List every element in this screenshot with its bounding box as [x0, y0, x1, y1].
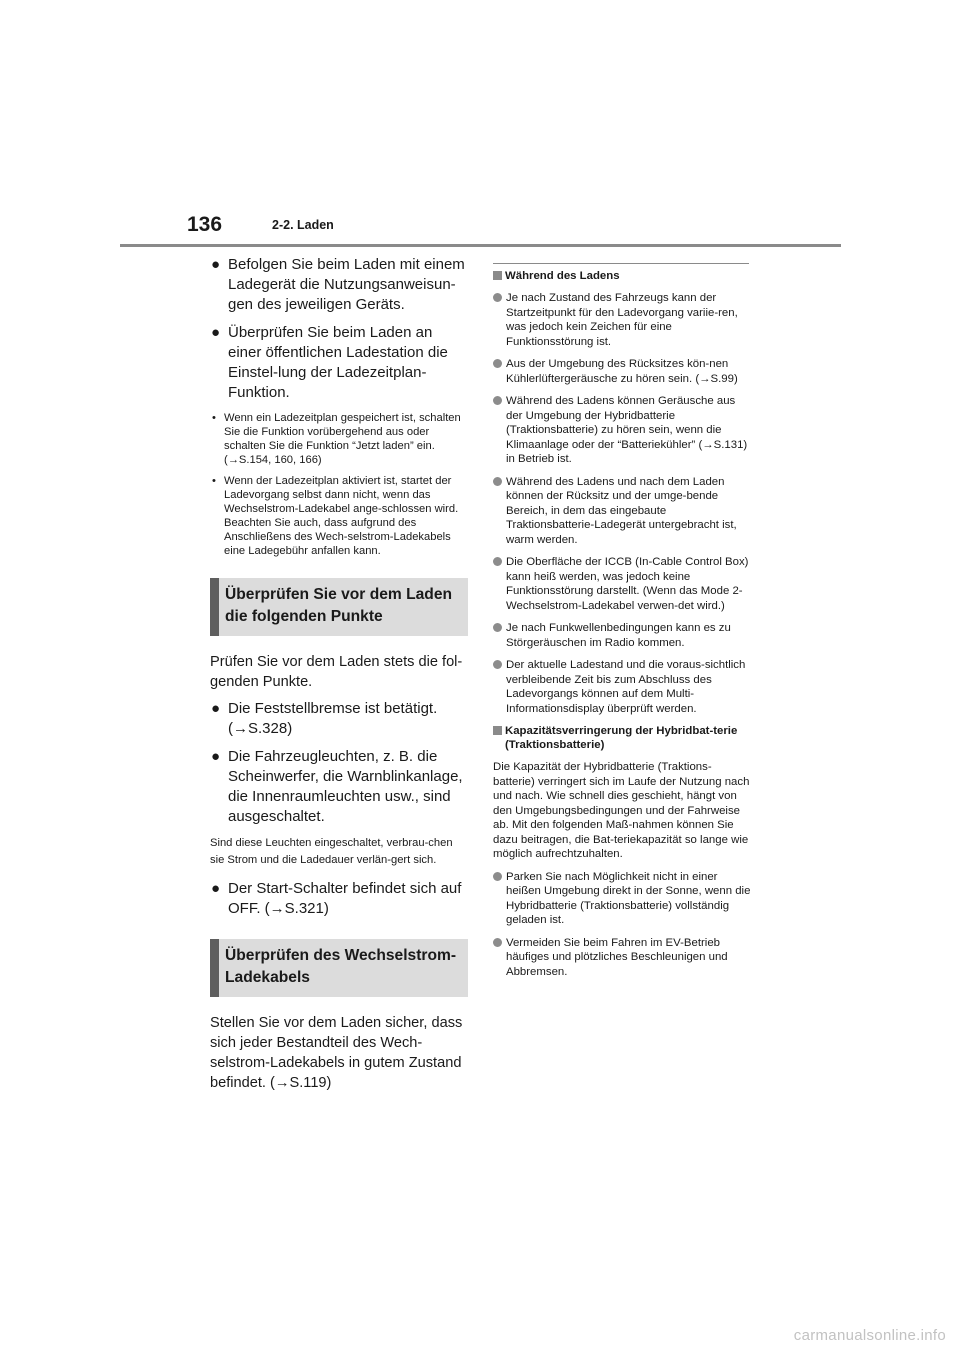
list-item: Parken Sie nach Möglichkeit nicht in einer heißen Umgebung direkt in der Sonne, wenn die Hybridbatterie (Traktionsbatterie) vollständig geladen ist. [493, 870, 751, 928]
capacity-paragraph: Die Kapazität der Hybridbatterie (Traktions-batterie) verringert sich im Laufe der Nutzung nach und nach. Wie schnell dies geschieht, hängt von den Umgebungsbedingungen und der Fahrweise ab. Mit den folgenden Maß-nahmen können Sie dazu beitragen, die Bat-teriekapazität so lange wie möglich aufrechtzuhalten. [493, 761, 750, 860]
check-item: ● Die Feststellbremse ist betätigt. (→S.328) [211, 700, 438, 737]
list-item: Während des Ladens und nach dem Laden können der Rücksitz und der umge-bende Bereich, in dem das eingebaute Traktionsbatterie-Ladegerät untergebracht ist, warm werden. [493, 475, 751, 548]
check-item: ● Der Start-Schalter befindet sich auf OFF. (→S.321) [211, 880, 462, 917]
header-divider [120, 244, 841, 247]
bullet-dot-icon: ● [211, 748, 221, 765]
left-column [210, 255, 468, 1100]
cable-paragraph: Stellen Sie vor dem Laden sicher, dass sich jeder Bestandteil des Wech-selstrom-Ladekabels in gutem Zustand befindet. (→S.119) [210, 1015, 463, 1091]
watermark: carmanualsonline.info [793, 1327, 946, 1344]
intro-paragraph: Prüfen Sie vor dem Laden stets die fol-genden Punkte. [210, 654, 463, 690]
right-column [493, 269, 751, 987]
check-item: ● Die Fahrzeugleuchten, z. B. die Scheinwerfer, die Warnblinkanlage, die Innenraumleuchten usw., sind ausgeschaltet. [211, 748, 463, 825]
circle-bullet-icon [493, 396, 502, 405]
circle-bullet-icon [493, 293, 502, 302]
section-heading-cable: Überprüfen des Wechselstrom-Ladekabels [210, 939, 468, 997]
subheading-capacity: Kapazitätsverringerung der Hybridbat-terie (Traktionsbatterie) [493, 724, 751, 752]
circle-bullet-icon [493, 359, 502, 368]
circle-bullet-icon [493, 872, 502, 881]
subheading-charging: Während des Ladens [493, 269, 751, 283]
bullet-dot-icon: ● [211, 880, 221, 897]
list-item: Aus der Umgebung des Rücksitzes kön-nen Kühlerlüftergeräusche zu hören sein. (→S.99) [493, 357, 751, 386]
bullet-dot-icon: ● [211, 324, 221, 341]
list-item: Der aktuelle Ladestand und die voraus-sichtlich verbleibende Zeit bis zum Abschluss des Ladevorgangs können auf dem Multi-Informationsdisplay überprüft werden. [493, 658, 751, 716]
page-number: 136 [187, 213, 223, 236]
bullet-dot-icon: ● [211, 700, 221, 717]
list-item: Während des Ladens können Geräusche aus der Umgebung der Hybridbatterie (Traktionsbatterie) zu hören sein, wenn die Klimaanlage oder der “Batteriekühler” (→S.131) in Betrieb ist. [493, 394, 751, 467]
small-dot-icon: • [212, 475, 216, 487]
right-column-divider [493, 263, 749, 264]
small-bullet-item: • Wenn der Ladezeitplan aktiviert ist, startet der Ladevorgang selbst dann nicht, wenn das Wechselstrom-Ladekabel ange-schlossen wird. Beachten Sie auch, dass aufgrund des Anschließens des Wech-selstrom-Ladekabels eine Ladegebühr anfallen kann. [212, 475, 459, 557]
circle-bullet-icon [493, 557, 502, 566]
square-bullet-icon [493, 271, 502, 280]
circle-bullet-icon [493, 938, 502, 947]
small-dot-icon: • [212, 412, 216, 424]
circle-bullet-icon [493, 477, 502, 486]
list-item: Vermeiden Sie beim Fahren im EV-Betrieb häufiges und plötzliches Beschleunigen und Abbremsen. [493, 936, 751, 980]
list-item: Je nach Funkwellenbedingungen kann es zu Störgeräuschen im Radio kommen. [493, 621, 751, 650]
square-bullet-icon [493, 726, 502, 735]
list-item: Je nach Zustand des Fahrzeugs kann der Startzeitpunkt für den Ladevorgang variie-ren, was jedoch kein Zeichen für eine Funktionsstörung ist. [493, 291, 751, 349]
list-item: Die Oberfläche der ICCB (In-Cable Control Box) kann heiß werden, was jedoch keine Funktionsstörung darstellt. (Wenn das Mode 2-Wechselstrom-Ladekabel verwen-det wird.) [493, 555, 751, 613]
bullet-dot-icon: ● [211, 256, 221, 273]
circle-bullet-icon [493, 660, 502, 669]
bullet-item: ● Überprüfen Sie beim Laden an einer öffentlichen Ladestation die Einstel-lung der Ladezeitplan-Funktion. [211, 324, 448, 401]
section-title: 2-2. Laden [272, 218, 334, 232]
note-paragraph: Sind diese Leuchten eingeschaltet, verbrau-chen sie Strom und die Ladedauer verlän-gert sich. [210, 837, 453, 866]
bullet-item: ● Befolgen Sie beim Laden mit einem Ladegerät die Nutzungsanweisun-gen des jeweiligen Geräts. [211, 256, 465, 313]
circle-bullet-icon [493, 623, 502, 632]
small-bullet-item: • Wenn ein Ladezeitplan gespeichert ist, schalten Sie die Funktion vorübergehend aus oder schalten Sie die Funktion “Jetzt laden” ein. (→S.154, 160, 166) [212, 412, 461, 466]
section-heading-checks: Überprüfen Sie vor dem Laden die folgenden Punkte [210, 578, 468, 636]
